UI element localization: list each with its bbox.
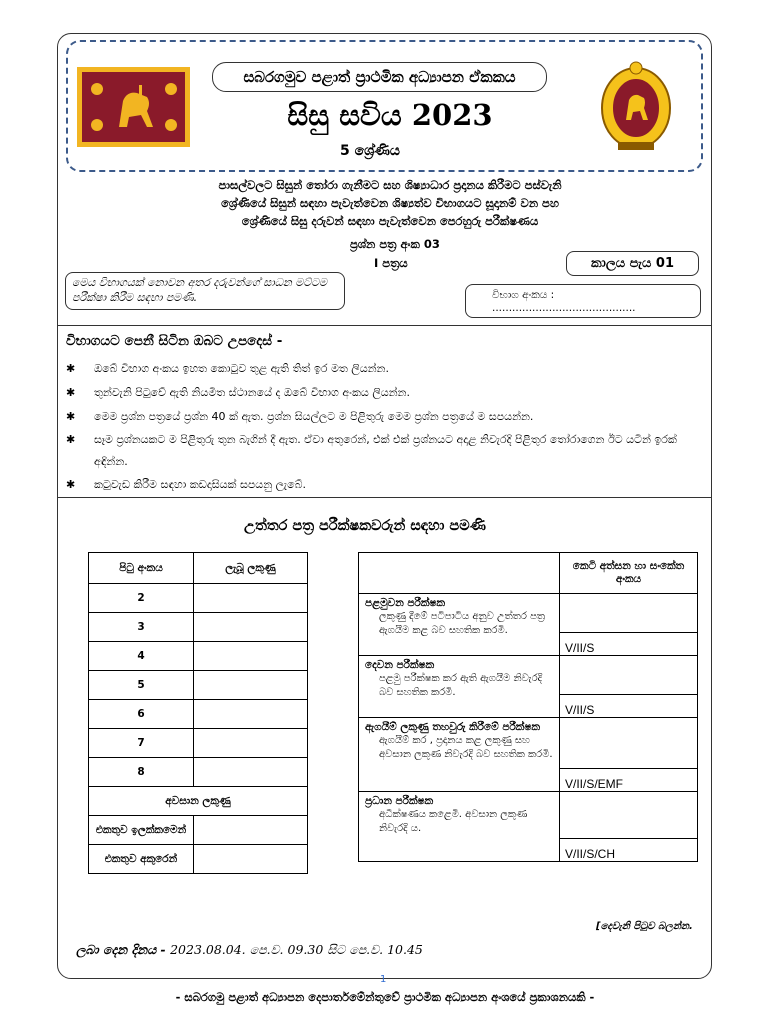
table-row: දෙවන පරීක්ෂක පළමු පරීක්ෂක කර ඇති ඇගයීම නිවැරදි බව සහතික කරමි. (359, 656, 698, 695)
time-box: කාලය පැය 01 (566, 251, 699, 276)
note-box: මෙය විභාගයක් නොවන අතර දරුවන්ගේ සාධන මට්ටම පරීක්ෂා කිරීම සඳහා පමණි. (65, 272, 345, 310)
column-header: කෙටි අත්සන හා සංකේත අංකය (560, 553, 698, 594)
footer-text: - සබරගමු පළාත් අධ්‍යාපන දෙපාර්තමේන්තුවේ ප්‍රාථමික අධ්‍යාපන අංශයේ ප්‍රකාශනයකි - (175, 990, 595, 1004)
flag-image (77, 67, 190, 147)
page-title: සිසු සවිය 2023 (287, 98, 493, 132)
table-row: 8 (89, 758, 308, 787)
final-marks-label: අවසාන ලකුණු (89, 787, 308, 816)
marks-cell[interactable] (194, 700, 308, 729)
code-cell: V/II/S/EMF (560, 769, 698, 792)
column-header: ලැබූ ලකුණු (194, 553, 308, 584)
bullet-icon: ✱ (66, 433, 76, 446)
column-header: පිටු අංකය (89, 553, 194, 584)
date-label: ලබා දෙන දිනය - (76, 942, 166, 957)
bullet-icon: ✱ (66, 478, 76, 491)
signature-cell[interactable] (560, 656, 698, 695)
table-row: 4 (89, 642, 308, 671)
turn-page-note: [දෙවැනි පිටුව බලන්න. (596, 921, 693, 932)
bullet-icon: ✱ (66, 386, 76, 399)
index-number-field[interactable]: විභාග අංකය : ........................................... (465, 284, 701, 318)
table-row: 2 (89, 584, 308, 613)
emblem-image (596, 58, 676, 154)
table-row: පළමුවන පරීක්ෂක ලකුණු දීමේ පටිපාටිය අනුව උත්තර පත්‍ර ඇගයීම කළ බව සහතික කරමි. (359, 594, 698, 633)
signature-cell[interactable] (560, 718, 698, 769)
marks-cell[interactable] (194, 671, 308, 700)
instructions-title: විභාගයට පෙනී සිටින ඔබට උපදෙස් - (66, 333, 283, 349)
divider (58, 325, 711, 326)
intro-line: පාසල්වලට සිසුන් තෝරා ගැනීමට සහ ශිෂ්‍යාධාර ප්‍රදානය කිරීමට පස්වැනි (218, 178, 562, 192)
paper-part: I පත්‍රය (374, 256, 408, 270)
signature-cell[interactable] (560, 594, 698, 633)
paper-number: ප්‍රශ්න පත්‍ර අංක 03 (350, 237, 440, 251)
examiner-section-title: උත්තර පත්‍ර පරීක්ෂකවරුන් සඳහා පමණි (244, 518, 486, 534)
table-row: 6 (89, 700, 308, 729)
date-value: 2023.08.04. පෙ.ව. 09.30 සිට පෙ.ව. 10.45 (170, 942, 423, 957)
total-digits-cell[interactable] (194, 816, 308, 845)
date-line (76, 942, 423, 958)
grade-label: 5 ශ්‍රේණිය (340, 143, 400, 159)
department-pill: සබරගමුව පළාත් ප්‍රාථමික අධ්‍යාපන ඒකකය (212, 62, 547, 92)
instructions-list (66, 357, 706, 497)
marks-cell[interactable] (194, 584, 308, 613)
marks-cell[interactable] (194, 729, 308, 758)
instruction-item: ✱ ඔබේ විභාග අංකය ඉහත කොටුව තුළ ඇති තිත් ඉර මත ලියන්න. (66, 357, 706, 381)
table-row: ඇගයීම් ලකුණු තහවුරු කිරීමේ පරීක්ෂක ඇගයීම් කර , ප්‍රදානය කළ ලකුණු සහ අවසාන ලකුණ නිවැරදි බව සහතික කරමි. (359, 718, 698, 769)
total-words-cell[interactable] (194, 845, 308, 874)
instruction-item: ✱ සෑම ප්‍රශ්නයකට ම පිළිතුරු තුන බැගින් දී ඇත. ඒවා අතුරෙන්, එක් එක් ප්‍රශ්නයට අදාළ නිවැරදි පිළිතුර තෝරාගෙන ඊට යටින් ඉරක් අඳින්න. (66, 429, 706, 473)
column-header (359, 553, 560, 594)
bullet-icon: ✱ (66, 410, 76, 423)
table-row: 5 (89, 671, 308, 700)
table-row: 3 (89, 613, 308, 642)
code-cell: V/II/S/CH (560, 839, 698, 862)
instruction-item: ✱ කටුවැඩ කිරීම සඳහා කඩදාසියක් සපයනු ලැබේ. (66, 473, 706, 497)
instruction-item: ✱ තුන්වැනි පිටුවේ ඇති නියමිත ස්ථානයේ ද ඔබේ විභාග අංකය ලියන්න. (66, 381, 706, 405)
divider (58, 497, 711, 498)
table-row: 7 (89, 729, 308, 758)
code-cell: V/II/S (560, 695, 698, 718)
marks-table (88, 552, 308, 874)
total-digits-label: එකතුව ඉලක්කමෙන් (89, 816, 194, 845)
marks-cell[interactable] (194, 642, 308, 671)
code-cell: V/II/S (560, 633, 698, 656)
total-words-label: එකතුව අකුරෙන් (89, 845, 194, 874)
intro-line: ශ්‍රේණියේ සිසු දරුවන් සඳහා පැවැත්වෙන පෙරහුරු පරීක්ෂණය (241, 214, 539, 228)
signature-cell[interactable] (560, 792, 698, 839)
instruction-item: ✱ මෙම ප්‍රශ්න පත්‍රයේ ප්‍රශ්න 40 ක් ඇත. ප්‍රශ්න සියල්ලට ම පිළිතුරු මෙම ප්‍රශ්න පත්‍රයේ ම සපයන්න. (66, 405, 706, 429)
marks-cell[interactable] (194, 758, 308, 787)
bullet-icon: ✱ (66, 362, 76, 375)
intro-line: ශ්‍රේණියේ සිසුන් සඳහා පැවැත්වෙන ශිෂ්‍යත්ව විභාගයට සූදානම් වන පහ (221, 196, 559, 210)
page-number: 1 (380, 974, 387, 985)
marks-cell[interactable] (194, 613, 308, 642)
examiner-table (358, 552, 698, 862)
intro-text (160, 176, 620, 230)
table-row: ප්‍රධාන පරීක්ෂක අධීක්ෂණය කළෙමි. අවසාන ලකුණ නිවැරදි ය. (359, 792, 698, 839)
